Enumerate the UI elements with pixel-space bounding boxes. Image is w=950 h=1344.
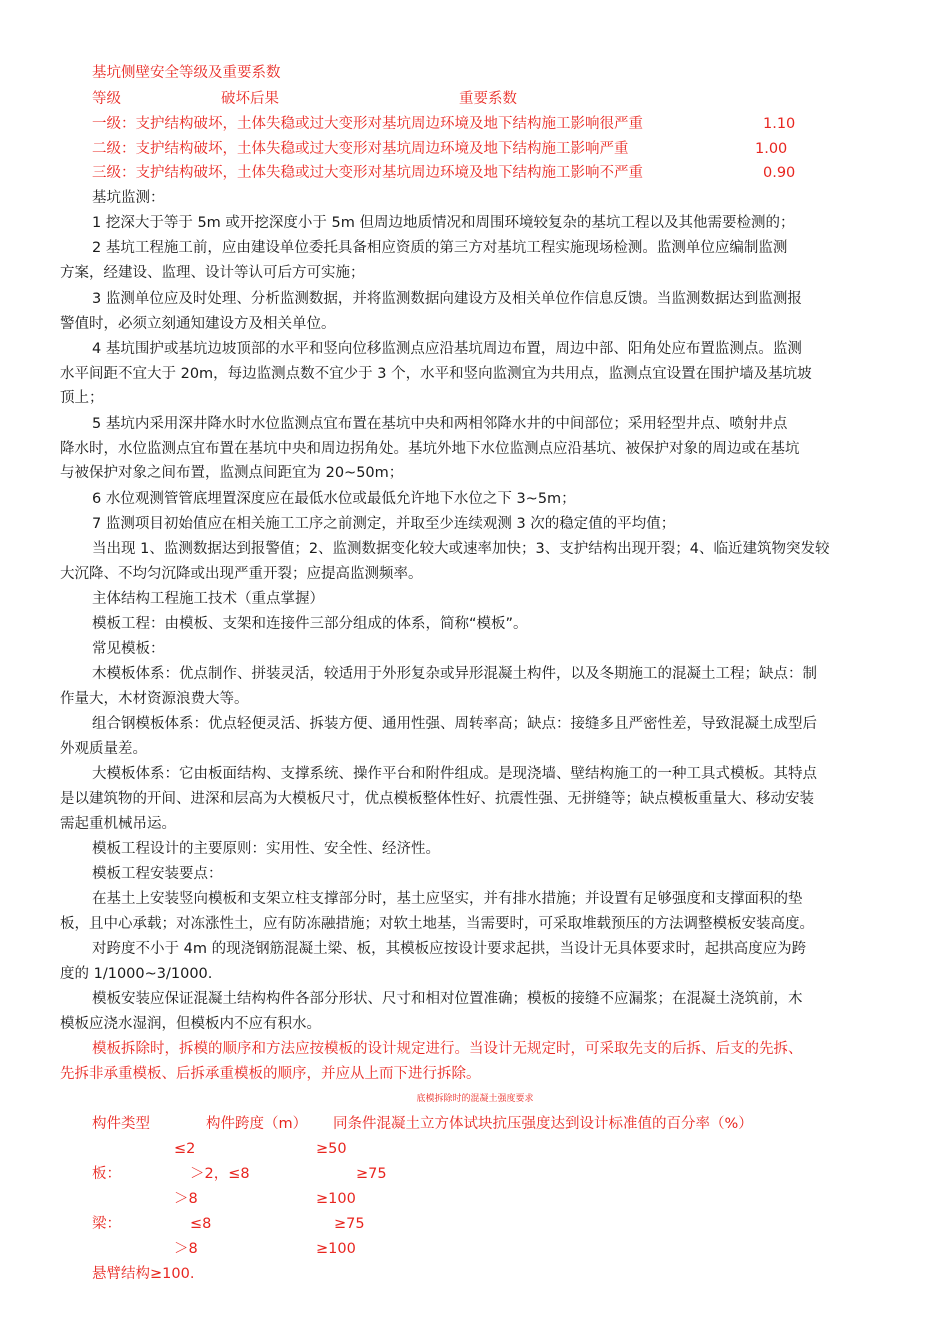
removal-rule: 模板拆除时，拆模的顺序和方法应按模板的设计规定进行。当设计无规定时，可采取先支的后拆、后支的先拆、 (92, 1041, 803, 1057)
strength-percent: ≥75 (334, 1216, 365, 1232)
large-formwork: 大模板体系：它由板面结构、支撑系统、操作平台和附件组成。是现浇墙、壁结构施工的一种工具式模板。其特点 (92, 766, 817, 782)
member-span: ≤8 (190, 1216, 212, 1232)
safety-grade-row-2 (92, 137, 852, 161)
monitoring-item-6: 6 水位观测管管底埋置深度应在最低水位或最低允许地下水位之下 3~5m； (92, 491, 576, 507)
install-heading: 模板工程安装要点： (92, 866, 223, 882)
formwork-definition: 模板工程：由模板、支架和连接件三部分组成的体系，简称“模板”。 (92, 616, 528, 632)
strength-row-3 (92, 1187, 852, 1211)
grade-value: 1.00 (755, 141, 788, 157)
safety-grade-header-row (92, 87, 852, 111)
header-coefficient: 重要系数 (459, 91, 517, 107)
member-span: ≤2 (174, 1141, 196, 1157)
member-type: 板： (92, 1166, 121, 1182)
monitoring-item-2-cont: 方案，经建设、监理、设计等认可后方可实施； (60, 265, 365, 281)
monitoring-item-5-cont: 与被保护对象之间布置，监测点间距宜为 20~50m； (60, 465, 404, 481)
member-span: ＞8 (174, 1191, 198, 1207)
strength-percent: ≥75 (356, 1166, 387, 1182)
grade-value: 1.10 (763, 116, 796, 132)
strength-percent: ≥50 (316, 1141, 347, 1157)
removal-rule-cont: 先拆非承重模板、后拆承重模板的顺序，并应从上而下进行拆除。 (60, 1066, 481, 1082)
safety-grade-title: 基坑侧壁安全等级及重要系数 (92, 65, 281, 81)
member-type: 梁： (92, 1216, 121, 1232)
monitoring-item-7: 7 监测项目初始值应在相关施工工序之前测定，并取至少连续观测 3 次的稳定值的平均值； (92, 516, 676, 532)
safety-grade-row-3 (92, 161, 852, 185)
grade-value: 0.90 (763, 165, 796, 181)
install-item-3-cont: 模板应浇水湿润，但模板内不应有积水。 (60, 1016, 321, 1032)
header-grade: 等级 (92, 91, 121, 107)
strength-percent: ≥100 (316, 1241, 356, 1257)
monitoring-item-1: 1 挖深大于等于 5m 或开挖深度小于 5m 但周边地质情况和周围环境较复杂的基坑工程以及其他需要检测的； (92, 215, 795, 231)
steel-formwork-cont: 外观质量差。 (60, 741, 147, 757)
grade-text: 二级：支护结构破坏，土体失稳或过大变形对基坑周边环境及地下结构施工影响严重 (92, 141, 629, 157)
strength-row-5 (92, 1237, 852, 1261)
install-item-1-cont: 板，且中心承载；对冻涨性土，应有防冻融措施；对软土地基，当需要时，可采取堆载预压的方法调整模板安装高度。 (60, 916, 814, 932)
strength-row-2 (92, 1162, 852, 1186)
install-item-2-cont: 度的 1/1000~3/1000. (60, 966, 213, 982)
cantilever-requirement: 悬臂结构≥100. (92, 1266, 195, 1282)
header-percent: 同条件混凝土立方体试块抗压强度达到设计标准值的百分率（%） (333, 1116, 753, 1132)
strength-percent: ≥100 (316, 1191, 356, 1207)
wood-formwork: 木模板体系：优点制作、拼装灵活，较适用于外形复杂或异形混凝土构件，以及冬期施工的混凝土工程；缺点：制 (92, 666, 817, 682)
monitoring-item-4-cont: 水平间距不宜大于 20m，每边监测点数不宜少于 3 个，水平和竖向监测宜为共用点，监测点宜设置在围护墙及基坑坡 (60, 366, 812, 382)
large-formwork-cont: 是以建筑物的开间、进深和层高为大模板尺寸，优点模板整体性好、抗震性强、无拼缝等；缺点模板重量大、移动安装 (60, 791, 814, 807)
monitoring-item-8-cont: 大沉降、不均匀沉降或出现严重开裂；应提高监测频率。 (60, 566, 423, 582)
strength-row-1 (92, 1137, 852, 1161)
grade-text: 一级：支护结构破坏，土体失稳或过大变形对基坑周边环境及地下结构施工影响很严重 (92, 116, 643, 132)
monitoring-item-4-cont: 顶上； (60, 390, 104, 406)
monitoring-heading: 基坑监测： (92, 190, 165, 206)
steel-formwork: 组合钢模板体系：优点轻便灵活、拆装方便、通用性强、周转率高；缺点：接缝多且严密性差，导致混凝土成型后 (92, 716, 817, 732)
header-member-type: 构件类型 (92, 1116, 150, 1132)
design-principle: 模板工程设计的主要原则：实用性、安全性、经济性。 (92, 841, 440, 857)
install-item-1: 在基土上安装竖向模板和支架立柱支撑部分时，基土应坚实，并有排水措施；并设置有足够强度和支撑面积的垫 (92, 891, 803, 907)
large-formwork-cont: 需起重机械吊运。 (60, 816, 176, 832)
common-formwork-heading: 常见模板： (92, 641, 165, 657)
safety-grade-row-1 (92, 112, 852, 136)
wood-formwork-cont: 作量大，木材资源浪费大等。 (60, 691, 249, 707)
monitoring-item-3: 3 监测单位应及时处理、分析监测数据，并将监测数据向建设方及相关单位作信息反馈。当监测数据达到监测报 (92, 291, 802, 307)
member-span: ＞8 (174, 1241, 198, 1257)
install-item-3: 模板安装应保证混凝土结构构件各部分形状、尺寸和相对位置准确；模板的接缝不应漏浆；在混凝土浇筑前，木 (92, 991, 803, 1007)
grade-text: 三级：支护结构破坏，土体失稳或过大变形对基坑周边环境及地下结构施工影响不严重 (92, 165, 643, 181)
monitoring-item-4: 4 基坑围护或基坑边坡顶部的水平和竖向位移监测点应沿基坑周边布置，周边中部、阳角处应布置监测点。监测 (92, 341, 802, 357)
monitoring-item-5-cont: 降水时，水位监测点宜布置在基坑中央和周边拐角处。基坑外地下水位监测点应沿基坑、被保护对象的周边或在基坑 (60, 441, 800, 457)
monitoring-item-2: 2 基坑工程施工前，应由建设单位委托具备相应资质的第三方对基坑工程实施现场检测。监测单位应编制监测 (92, 240, 788, 256)
monitoring-item-5: 5 基坑内采用深井降水时水位监测点宜布置在基坑中央和两相邻降水井的中间部位；采用轻型井点、喷射井点 (92, 416, 788, 432)
strength-table-title: 底模拆除时的混凝土强度要求 (416, 1094, 534, 1104)
member-span: ＞2，≤8 (190, 1166, 250, 1182)
install-item-2: 对跨度不小于 4m 的现浇钢筋混凝土梁、板，其模板应按设计要求起拱，当设计无具体要求时，起拱高度应为跨 (92, 941, 807, 957)
monitoring-item-3-cont: 警值时，必须立刻通知建设方及相关单位。 (60, 316, 336, 332)
structure-heading: 主体结构工程施工技术（重点掌握） (92, 591, 324, 607)
strength-row-4 (92, 1212, 852, 1236)
header-span: 构件跨度（m） (206, 1116, 308, 1132)
strength-table-header (92, 1112, 852, 1136)
header-consequence: 破坏后果 (221, 91, 279, 107)
monitoring-item-8: 当出现 1、监测数据达到报警值；2、监测数据变化较大或速率加快；3、支护结构出现开裂；4、临近建筑物突发较 (92, 541, 830, 557)
